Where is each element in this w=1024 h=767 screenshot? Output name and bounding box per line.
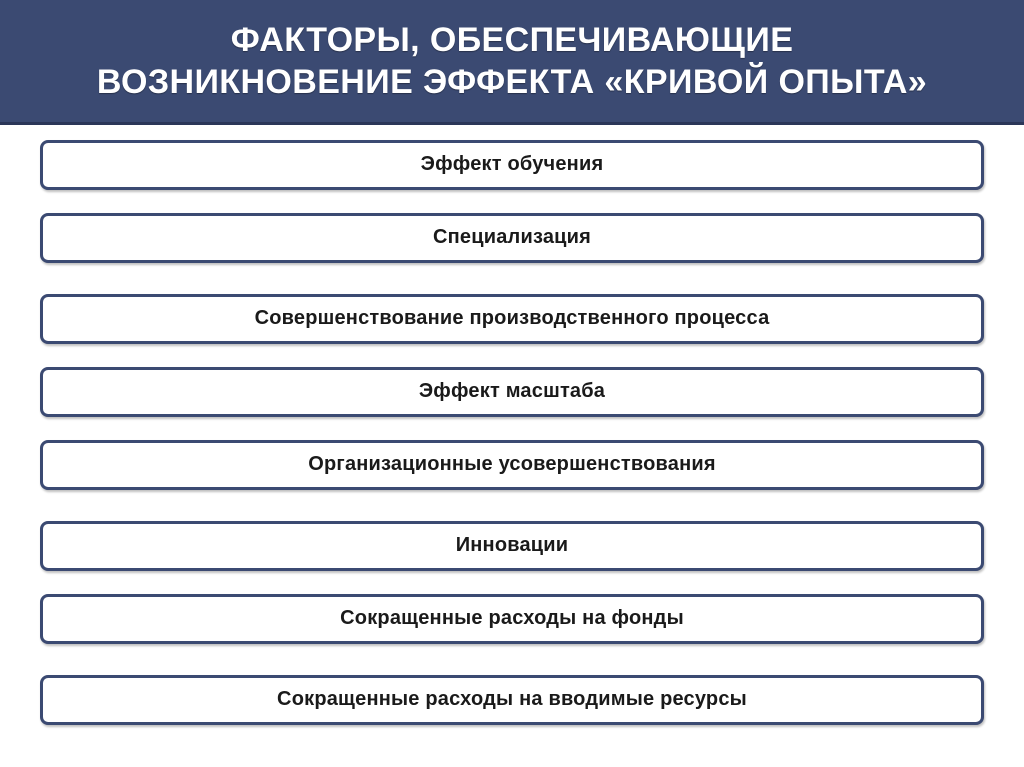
factor-box-learning-effect [40, 140, 984, 190]
factor-label: Организационные усовершенствования [308, 452, 716, 475]
factor-label: Эффект масштаба [418, 379, 606, 402]
slide-title-banner [0, 0, 1024, 125]
factor-label: Инновации [455, 533, 569, 556]
factor-box-reduced-input-costs [40, 675, 984, 725]
factor-box-process-improvement [40, 294, 984, 344]
factor-box-economies-of-scale [40, 367, 984, 417]
factor-box-specialization [40, 213, 984, 263]
slide-title-line-1: ФАКТОРЫ, ОБЕСПЕЧИВАЮЩИЕ [230, 21, 794, 59]
factor-box-innovations [40, 521, 984, 571]
factor-box-organizational-improvements [40, 440, 984, 490]
factor-label: Специализация [432, 225, 592, 248]
factor-label: Совершенствование производственного процесса [254, 306, 770, 329]
factor-label: Сокращенные расходы на вводимые ресурсы [277, 687, 747, 710]
factor-label: Эффект обучения [420, 152, 604, 175]
slide-title-line-2: ВОЗНИКНОВЕНИЕ ЭФФЕКТА «КРИВОЙ ОПЫТА» [96, 63, 928, 101]
factor-label: Сокращенные расходы на фонды [340, 606, 684, 629]
factor-box-reduced-fund-costs [40, 594, 984, 644]
